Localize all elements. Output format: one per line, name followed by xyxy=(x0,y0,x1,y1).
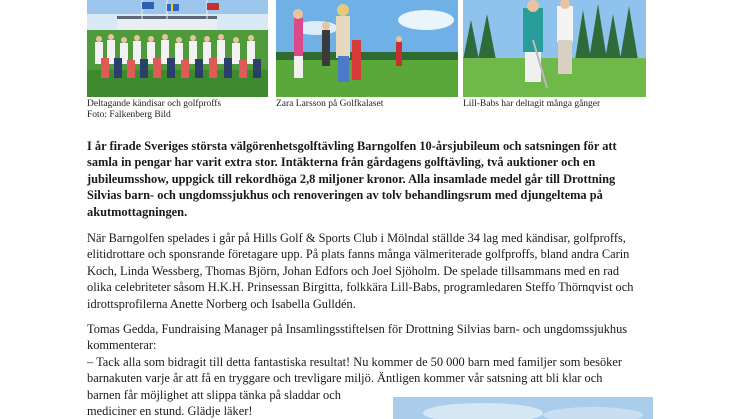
body-paragraph-event xyxy=(87,230,667,312)
caption-zara-larsson: Zara Larsson på Golfkalaset xyxy=(276,99,384,109)
body-line: kommenterar: xyxy=(87,338,157,353)
body-line: barnen får möjlighet att slippa tänka på sladdar och xyxy=(87,387,341,402)
photo-lill-babs xyxy=(463,0,646,97)
lead-line: I år firade Sveriges största välgörenhetsgolftävling Barngolfen 10-årsjubileum och satsningen för att xyxy=(87,139,617,153)
lead-line: samla in pengar har varit extra stor. Intäkterna från gårdagens golftävling, två auktioner och en xyxy=(87,155,596,170)
caption-photo-credit: Foto: Falkenberg Bild xyxy=(87,110,171,120)
body-line: Tomas Gedda, Fundraising Manager på Insamlingsstiftelsen för Drottning Silvias barn- och ungdomssjukhus xyxy=(87,322,628,336)
body-line: Koch, Linda Wessberg, Thomas Björn, Johan Edfors och Joel Sjöholm. De spelade tillsammans med en rad xyxy=(87,263,620,278)
body-line: barnakuten varje år att få en tryggare och trevligare miljö. Äntligen kommer vår satsning att bli klar och xyxy=(87,371,603,386)
lead-line: jubileumsshow, uppgick till rekordhöga 2,8 miljoner kronor. Alla insamlade medel går till Drottning xyxy=(87,171,616,186)
photo-zara-larsson xyxy=(276,0,458,97)
photo-bottom-right xyxy=(393,397,653,419)
body-line: idrottsprofilerna Anette Norberg och Isabella Gulldén. xyxy=(87,296,356,311)
lead-line: akutmottagningen. xyxy=(87,204,188,219)
caption-participants: Deltagande kändisar och golfproffs xyxy=(87,99,222,109)
body-line: olika celebriteter såsom H.K.H. Prinsessan Birgitta, folkkära Lill-Babs, programledaren Steffo Thörnqvist och xyxy=(87,280,634,295)
body-line: När Barngolfen spelades i går på Hills Golf & Sports Club i Mölndal ställde 34 lag med kändisar, golfproffs, xyxy=(87,231,626,245)
body-line: mediciner en stund. Glädje läker! xyxy=(87,404,253,419)
lead-line: Silvias barn- och ungdomssjukhus och renoveringen av tolv behandlingsrum med djungeltema på xyxy=(87,188,603,203)
caption-lill-babs: Lill-Babs har deltagit många gånger xyxy=(463,99,601,109)
body-line: elitidrottare och sponsrande företagare upp. På plats fanns många välmeriterade golfproffs, bland andra Carin xyxy=(87,247,630,262)
photo-group-participants xyxy=(87,0,268,97)
lead-paragraph xyxy=(87,138,667,220)
body-line: – Tack alla som bidragit till detta fantastiska resultat! Nu kommer de 50 000 barn med familjer som besöker xyxy=(87,354,622,369)
